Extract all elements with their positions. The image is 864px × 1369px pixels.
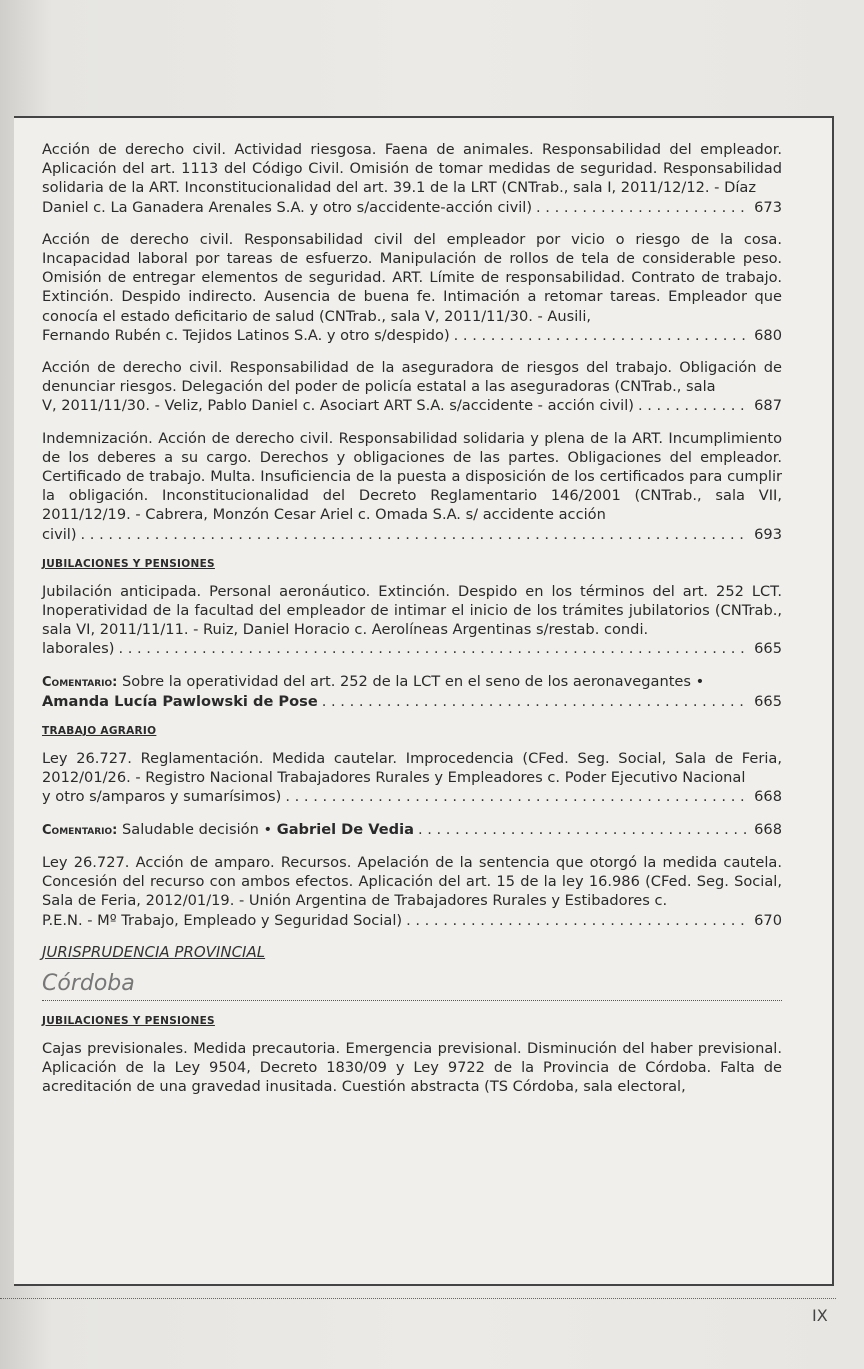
entry-tail: V, 2011/11/30. - Veliz, Pablo Daniel c. Asociart ART S.A. s/accidente - acción civil): [42, 397, 634, 415]
comment-text: Saludable decisión •: [122, 820, 273, 838]
page-ref: 668: [754, 820, 782, 838]
jurisprudence-title: JURISPRUDENCIA PROVINCIAL: [42, 942, 266, 961]
entry-tail: P.E.N. - Mº Trabajo, Empleado y Seguridad Social): [42, 911, 403, 929]
index-entry: [42, 140, 782, 217]
leader-dots: [322, 692, 750, 711]
leader-dots: [406, 911, 750, 930]
entry-text: Acción de derecho civil. Responsabilidad civil del empleador por vicio o riesgo de la cosa. Incapacidad laboral por tareas de esfuerzo. Manipulación de rollos de tela de considerable peso. Omisión de entregar elementos de seguridad. ART. Límite de responsabilidad. Contrato de trabajo. Extinción. Despido indirecto. Ausencia de buena fe. Intimación a retomar tareas. Empleador que conocía el estado deficitario de salud (CNTrab., sala V, 2011/11/30. - Ausili,: [42, 230, 782, 325]
leader-dots: [536, 198, 750, 217]
leader-dots: [454, 326, 751, 345]
entry-tail: Fernando Rubén c. Tejidos Latinos S.A. y otro s/despido): [42, 326, 450, 344]
page-number: IX: [812, 1306, 828, 1325]
index-entry: [42, 358, 782, 416]
leader-dots: [418, 820, 750, 839]
page-ref: 673: [754, 198, 782, 216]
entry-tail: Daniel c. La Ganadera Arenales S.A. y otro s/accidente-acción civil): [42, 198, 533, 216]
page-ref: 665: [754, 640, 782, 658]
leader-dots: [81, 525, 751, 544]
entry-text: Ley 26.727. Reglamentación. Medida cautelar. Improcedencia (CFed. Seg. Social, Sala de Feria, 2012/01/26. - Registro Nacional Trabajadores Rurales y Empleadores c. Poder Ejecutivo Nacional: [42, 750, 782, 787]
footer-divider: [0, 1298, 836, 1299]
index-entry: [42, 230, 782, 345]
index-entry: [42, 749, 782, 807]
index-entry: [42, 1039, 782, 1097]
entry-text: Ley 26.727. Acción de amparo. Recursos. Apelación de la sentencia que otorgó la medida cautela. Concesión del recurso con ambos efectos. Aplicación del art. 15 de la ley 16.986 (CFed. Seg. Social, Sala de Feria, 2012/01/19. - Unión Argentina de Trabajadores Rurales y Estibadores c.: [42, 853, 782, 910]
leader-dots: [285, 787, 750, 806]
comment-author: Gabriel De Vedia: [276, 820, 414, 838]
entry-tail: laborales): [42, 640, 115, 658]
entry-tail: y otro s/amparos y sumarísimos): [42, 788, 282, 806]
entry-text: Acción de derecho civil. Actividad riesgosa. Faena de animales. Responsabilidad del empleador. Aplicación del art. 1113 del Código Civil. Omisión de tomar medidas de seguridad. Responsabilidad solidaria de la ART. Inconstitucionalidad del art. 39.1 de la LRT (CNTrab., sala I, 2011/12/12. - Díaz: [42, 141, 782, 197]
index-frame: [14, 116, 834, 1286]
province-heading: Córdoba: [42, 971, 782, 1001]
index-entry: [42, 582, 782, 659]
section-title-jubilaciones-2: JUBILACIONES Y PENSIONES: [42, 1014, 215, 1027]
entry-tail: civil): [42, 525, 77, 543]
comment-author: Amanda Lucía Pawlowski de Pose: [42, 692, 318, 710]
comment-label: Comentario:: [42, 822, 118, 838]
section-title-agrario: TRABAJO AGRARIO: [42, 725, 157, 738]
page-ref: 693: [754, 525, 782, 543]
comment-text: Sobre la operatividad del art. 252 de la LCT en el seno de los aeronavegantes •: [122, 672, 705, 690]
section-title-jubilaciones: JUBILACIONES Y PENSIONES: [42, 557, 215, 570]
index-entry: [42, 853, 782, 930]
index-content: [42, 140, 782, 1109]
comment-entry: [42, 672, 782, 711]
page-ref: 680: [754, 326, 782, 344]
index-entry: [42, 429, 782, 544]
entry-text: Indemnización. Acción de derecho civil. Responsabilidad solidaria y plena de la ART. Incumplimiento de los deberes a su cargo. Derechos y obligaciones de las partes. Obligaciones del empleador. Certificado de trabajo. Multa. Insuficiencia de la puesta a disposición de los certificados para cumplir la obligación. Inconstitucionalidad del Decreto Reglamentario 146/2001 (CNTrab., sala VII, 2011/12/19. - Cabrera, Monzón Cesar Ariel c. Omada S.A. s/ accidente acción: [42, 429, 782, 524]
entry-text: Jubilación anticipada. Personal aeronáutico. Extinción. Despido en los términos del art. 252 LCT. Inoperatividad de la facultad del empleador de intimar el inicio de los trámites jubilatorios (CNTrab., sala VI, 2011/11/11. - Ruiz, Daniel Horacio c. Aerolíneas Argentinas s/restab. condi.: [42, 582, 782, 639]
leader-dots: [118, 639, 750, 658]
entry-text: Acción de derecho civil. Responsabilidad de la aseguradora de riesgos del trabajo. Obligación de denunciar riesgos. Delegación del poder de policía estatal a las aseguradoras (CNTrab., sala: [42, 359, 782, 396]
page-ref: 670: [754, 911, 782, 929]
comment-label: Comentario:: [42, 674, 118, 690]
page-ref: 665: [754, 692, 782, 710]
comment-entry: [42, 820, 782, 840]
entry-text: Cajas previsionales. Medida precautoria. Emergencia previsional. Disminución del haber previsional. Aplicación de la Ley 9504, Decreto 1830/09 y Ley 9722 de la Provincia de Córdoba. Falta de acreditación de una gravedad inusitada. Cuestión abstracta (TS Córdoba, sala electoral,: [42, 1039, 782, 1096]
page-ref: 687: [754, 397, 782, 415]
page-ref: 668: [754, 788, 782, 806]
leader-dots: [638, 396, 750, 415]
